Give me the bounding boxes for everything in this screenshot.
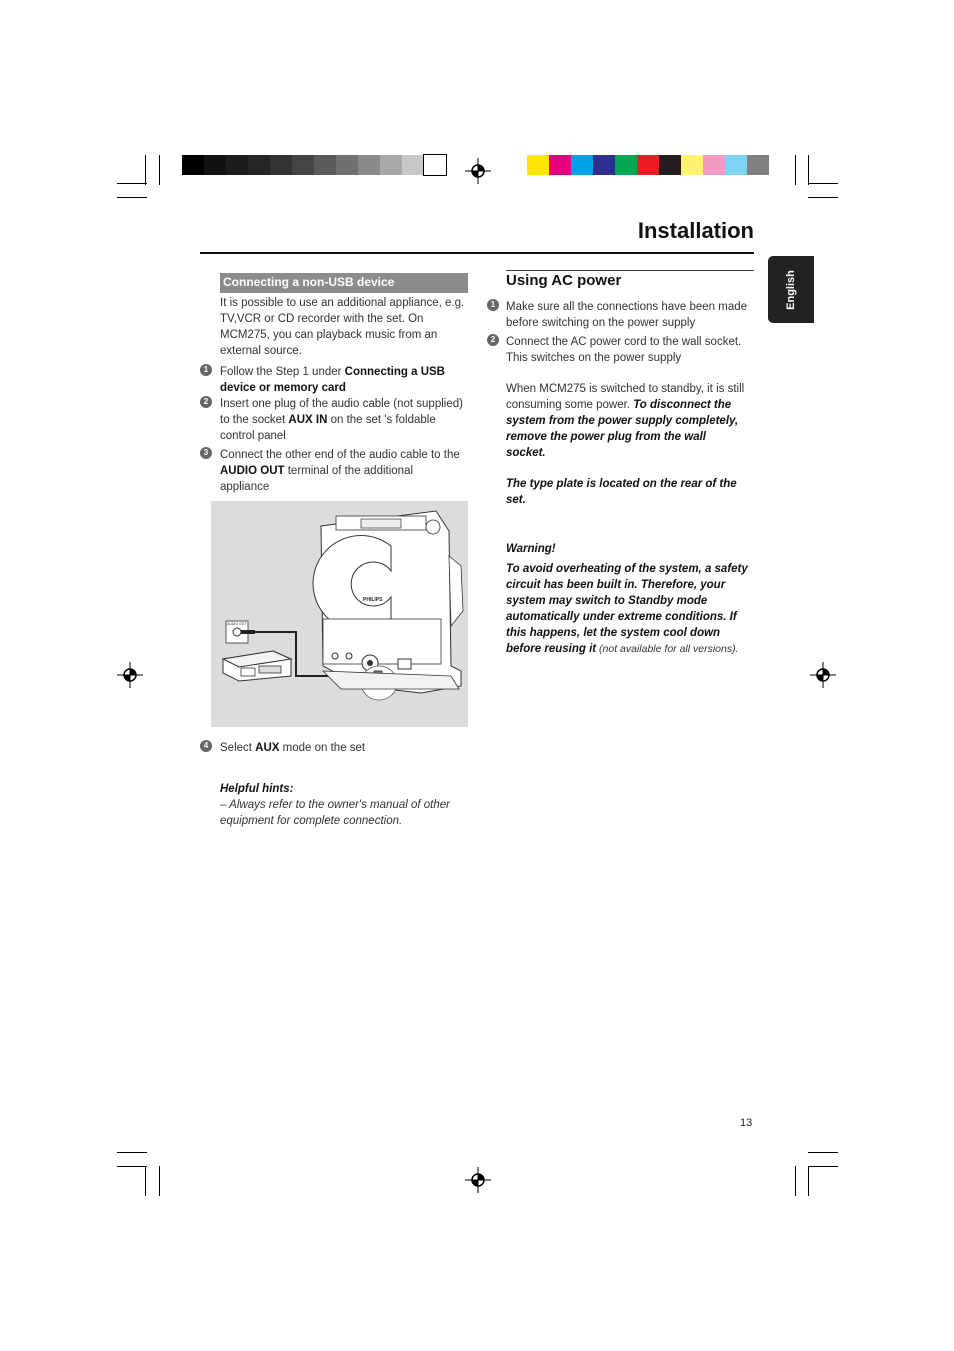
standby-line: When MCM275 is switched to standby, it is still <box>506 383 745 395</box>
step-line <box>220 463 460 479</box>
color-swatch <box>402 155 424 175</box>
left-step-4 <box>220 740 365 756</box>
color-swatch <box>226 155 248 175</box>
warning-line <box>506 641 748 657</box>
section-rule <box>506 270 754 271</box>
left-step-3 <box>220 447 460 495</box>
connection-illustration <box>211 501 468 727</box>
step-bold-text: AUX <box>255 742 280 754</box>
brand-logo: PHILIPS <box>363 597 383 603</box>
intro-paragraph <box>220 295 464 359</box>
crop-mark <box>117 183 147 184</box>
step-bold-text: AUX IN <box>288 414 328 426</box>
standby-line: system from the power supply completely, <box>506 415 739 427</box>
color-swatch <box>527 155 549 175</box>
step-number-1: 1 <box>487 299 499 311</box>
color-swatch <box>248 155 270 175</box>
intro-line: MCM275, you can playback music from an <box>220 329 438 341</box>
mini-system-drawing <box>313 511 463 700</box>
warning-line: automatically under extreme conditions. If <box>506 611 737 623</box>
color-swatch <box>593 155 615 175</box>
step-bold-text: Connecting a USB <box>344 366 445 378</box>
title-rule <box>200 252 754 254</box>
step-number-3: 3 <box>200 447 212 459</box>
color-swatch <box>549 155 571 175</box>
crop-mark <box>795 155 796 185</box>
type-plate-note <box>506 476 737 508</box>
helpful-hints <box>220 781 450 829</box>
step-number-1: 1 <box>200 364 212 376</box>
step-bold-text: AUDIO OUT <box>220 465 285 477</box>
step-text: Follow the Step 1 under <box>220 366 345 378</box>
crop-mark <box>808 183 838 184</box>
color-swatch <box>615 155 637 175</box>
crop-mark <box>145 155 146 185</box>
crop-mark <box>117 1166 147 1167</box>
step-line: appliance <box>220 481 270 493</box>
crop-mark <box>808 1152 838 1153</box>
warning-emphasis: before reusing it <box>506 643 597 655</box>
color-swatch <box>314 155 336 175</box>
color-swatch <box>336 155 358 175</box>
standby-line: remove the power plug from the wall <box>506 431 707 443</box>
step-line: before switching on the power supply <box>506 317 696 329</box>
step-line <box>220 364 445 380</box>
color-swatch <box>270 155 292 175</box>
crop-mark <box>117 1152 147 1153</box>
color-swatch <box>182 155 204 175</box>
language-tab <box>768 256 814 323</box>
color-swatch <box>659 155 681 175</box>
step-text: mode on the set <box>279 742 366 754</box>
step-number-2: 2 <box>200 396 212 408</box>
crop-mark <box>145 1166 146 1196</box>
step-line <box>220 380 445 396</box>
hints-line: – Always refer to the owner's manual of other <box>220 799 450 811</box>
hints-line: equipment for complete connection. <box>220 815 403 827</box>
section-title: Connecting a non-USB device <box>223 275 395 289</box>
hints-title: Helpful hints: <box>220 783 294 795</box>
crop-mark <box>117 197 147 198</box>
step-number-2: 2 <box>487 334 499 346</box>
step-text: on the set 's foldable <box>327 414 436 426</box>
crop-mark <box>795 1166 796 1196</box>
left-step-2 <box>220 396 463 444</box>
step-bold-text: device or memory card <box>220 382 346 394</box>
step-line: control panel <box>220 430 286 442</box>
color-swatch <box>204 155 226 175</box>
step-line <box>220 412 463 428</box>
crop-mark <box>808 155 809 185</box>
intro-line: It is possible to use an additional appliance, e.g. <box>220 297 465 309</box>
crop-mark <box>159 1166 160 1196</box>
step-line: Connect the other end of the audio cable to the <box>220 449 460 461</box>
step-line: Make sure all the connections have been made <box>506 301 748 313</box>
intro-line: external source. <box>220 345 302 357</box>
color-swatch <box>380 155 402 175</box>
language-tab-label: English <box>785 269 797 310</box>
step-text: terminal of the additional <box>284 465 414 477</box>
step-line: This switches on the power supply <box>506 352 682 364</box>
standby-text: consuming some power. <box>506 399 634 411</box>
crop-mark <box>808 1166 838 1167</box>
step-number-4: 4 <box>200 740 212 752</box>
warning-line: this happens, let the system cool down <box>506 627 721 639</box>
step-line <box>220 740 365 756</box>
color-swatch <box>703 155 725 175</box>
registration-mark-icon <box>117 662 143 688</box>
right-step-1 <box>506 299 747 331</box>
type-plate-line: The type plate is located on the rear of the <box>506 478 737 490</box>
step-line: Connect the AC power cord to the wall socket. <box>506 336 742 348</box>
warning-note: (not available for all versions). <box>596 643 739 655</box>
standby-emphasis: To disconnect the <box>633 399 732 411</box>
registration-mark-icon <box>465 158 491 184</box>
warning-block <box>506 541 748 657</box>
warning-line: system may switch to Standby mode <box>506 595 708 607</box>
crop-mark <box>808 197 838 198</box>
type-plate-line: set. <box>506 494 526 506</box>
crop-mark <box>159 155 160 185</box>
standby-line: socket. <box>506 447 546 459</box>
color-swatch <box>292 155 314 175</box>
registration-mark-icon <box>465 1167 491 1193</box>
color-swatch <box>358 155 380 175</box>
warning-line: circuit has been built in. Therefore, your <box>506 579 726 591</box>
color-swatch <box>571 155 593 175</box>
step-text: Select <box>220 742 256 754</box>
connection-diagram-image <box>211 501 468 727</box>
step-text: to the socket <box>220 414 289 426</box>
intro-line: TV,VCR or CD recorder with the set. On <box>220 313 424 325</box>
crop-mark <box>808 1166 809 1196</box>
right-step-2 <box>506 334 741 366</box>
standby-paragraph <box>506 381 744 461</box>
section-header-bar <box>220 273 468 293</box>
color-swatch <box>725 155 747 175</box>
warning-title: Warning! <box>506 543 556 555</box>
color-swatch <box>681 155 703 175</box>
step-line: Insert one plug of the audio cable (not supplied) <box>220 398 463 410</box>
audio-out-socket-label: AUDIO OUT <box>227 622 247 626</box>
page-title: Installation <box>637 218 754 243</box>
left-step-1 <box>220 364 445 396</box>
color-swatch <box>424 155 446 175</box>
color-swatch <box>637 155 659 175</box>
external-appliance-drawing <box>223 651 291 681</box>
color-swatch <box>747 155 769 175</box>
warning-line: To avoid overheating of the system, a safety <box>506 563 748 575</box>
standby-line <box>506 397 744 413</box>
page-number: 13 <box>740 1117 753 1129</box>
registration-mark-icon <box>810 662 836 688</box>
section-heading: Using AC power <box>506 272 622 289</box>
